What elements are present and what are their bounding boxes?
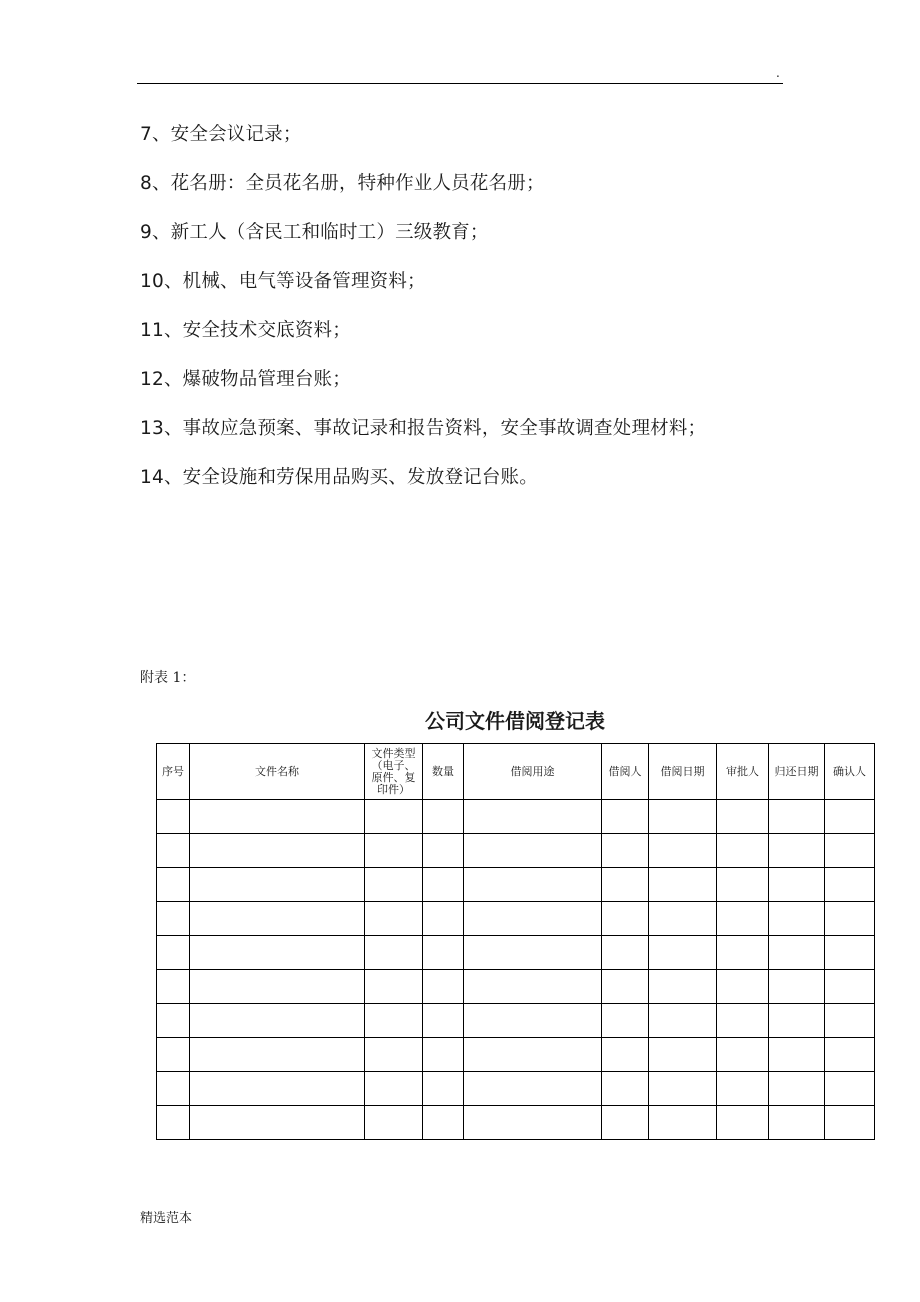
- table-cell[interactable]: [649, 1106, 717, 1140]
- table-cell[interactable]: [825, 936, 875, 970]
- table-cell[interactable]: [423, 902, 464, 936]
- header-dot: .: [776, 66, 780, 80]
- table-cell[interactable]: [365, 970, 423, 1004]
- table-cell[interactable]: [602, 1106, 649, 1140]
- table-cell[interactable]: [825, 800, 875, 834]
- table-cell[interactable]: [157, 868, 190, 902]
- table-cell[interactable]: [365, 868, 423, 902]
- table-cell[interactable]: [825, 970, 875, 1004]
- table-cell[interactable]: [157, 1106, 190, 1140]
- table-cell[interactable]: [649, 868, 717, 902]
- table-cell[interactable]: [464, 868, 602, 902]
- table-cell[interactable]: [423, 868, 464, 902]
- table-cell[interactable]: [157, 834, 190, 868]
- table-cell[interactable]: [190, 1038, 365, 1072]
- table-cell[interactable]: [157, 902, 190, 936]
- table-cell[interactable]: [464, 1106, 602, 1140]
- table-cell[interactable]: [769, 936, 825, 970]
- table-cell[interactable]: [769, 1038, 825, 1072]
- table-cell[interactable]: [365, 1004, 423, 1038]
- table-cell[interactable]: [464, 800, 602, 834]
- table-row: [157, 1038, 875, 1072]
- table-cell[interactable]: [769, 970, 825, 1004]
- table-cell[interactable]: [602, 902, 649, 936]
- table-row: [157, 970, 875, 1004]
- table-cell[interactable]: [769, 902, 825, 936]
- table-cell[interactable]: [717, 1072, 769, 1106]
- header-rule: [137, 83, 783, 84]
- table-header-row: [157, 744, 875, 800]
- table-cell[interactable]: [649, 834, 717, 868]
- borrow-register-table: [156, 743, 875, 1140]
- table-cell[interactable]: [365, 1038, 423, 1072]
- table-cell[interactable]: [423, 936, 464, 970]
- table-cell[interactable]: [190, 970, 365, 1004]
- list-item: 13、事故应急预案、事故记录和报告资料，安全事故调查处理材料；: [140, 418, 707, 439]
- table-row: [157, 1072, 875, 1106]
- table-row: [157, 868, 875, 902]
- table-cell[interactable]: [602, 868, 649, 902]
- table-cell[interactable]: [769, 834, 825, 868]
- header-cell-purpose: 借阅用途: [464, 744, 602, 800]
- table-cell[interactable]: [365, 936, 423, 970]
- table-cell[interactable]: [423, 1072, 464, 1106]
- table-cell[interactable]: [649, 800, 717, 834]
- table-cell[interactable]: [649, 902, 717, 936]
- list-item: 7、安全会议记录；: [140, 124, 302, 145]
- table-cell[interactable]: [769, 800, 825, 834]
- list-item: 8、花名册：全员花名册，特种作业人员花名册；: [140, 173, 545, 194]
- table-cell[interactable]: [157, 970, 190, 1004]
- table-cell[interactable]: [717, 936, 769, 970]
- list-item: 14、安全设施和劳保用品购买、发放登记台账。: [140, 467, 538, 488]
- table-cell[interactable]: [157, 1004, 190, 1038]
- table-cell[interactable]: [769, 1106, 825, 1140]
- appendix-label: 附表 1：: [140, 670, 196, 686]
- table-cell[interactable]: [717, 834, 769, 868]
- table-cell[interactable]: [157, 1038, 190, 1072]
- table-cell[interactable]: [649, 1072, 717, 1106]
- table-row: [157, 834, 875, 868]
- table-cell[interactable]: [190, 834, 365, 868]
- table-cell[interactable]: [157, 1072, 190, 1106]
- table-cell[interactable]: [464, 1004, 602, 1038]
- table-cell[interactable]: [365, 1106, 423, 1140]
- table-cell[interactable]: [825, 1072, 875, 1106]
- list-item: 11、安全技术交底资料；: [140, 320, 351, 341]
- table-cell[interactable]: [423, 800, 464, 834]
- table-row: [157, 902, 875, 936]
- header-cell-approver: 审批人: [717, 744, 769, 800]
- header-cell-confirmer: 确认人: [825, 744, 875, 800]
- header-cell-return-date: 归还日期: [769, 744, 825, 800]
- table-cell[interactable]: [649, 1038, 717, 1072]
- table-cell[interactable]: [423, 1106, 464, 1140]
- table-cell[interactable]: [602, 936, 649, 970]
- table-row: [157, 800, 875, 834]
- table-cell[interactable]: [365, 1072, 423, 1106]
- table-cell[interactable]: [157, 936, 190, 970]
- table-cell[interactable]: [190, 936, 365, 970]
- table-cell[interactable]: [602, 834, 649, 868]
- list-item: 9、新工人（含民工和临时工）三级教育；: [140, 222, 489, 243]
- table-cell[interactable]: [464, 1038, 602, 1072]
- table-cell[interactable]: [769, 1004, 825, 1038]
- table-cell[interactable]: [464, 1072, 602, 1106]
- header-cell-index: 序号: [157, 744, 190, 800]
- table-cell[interactable]: [825, 1038, 875, 1072]
- table-cell[interactable]: [717, 1004, 769, 1038]
- table-cell[interactable]: [190, 1004, 365, 1038]
- table-cell[interactable]: [464, 970, 602, 1004]
- table-cell[interactable]: [190, 1106, 365, 1140]
- table-row: [157, 936, 875, 970]
- table-cell[interactable]: [464, 902, 602, 936]
- table-cell[interactable]: [825, 868, 875, 902]
- table-cell[interactable]: [825, 902, 875, 936]
- table-cell[interactable]: [717, 970, 769, 1004]
- table-cell[interactable]: [717, 1038, 769, 1072]
- table-cell[interactable]: [649, 1004, 717, 1038]
- table-body: [157, 800, 875, 1140]
- table-cell[interactable]: [464, 834, 602, 868]
- table-cell[interactable]: [717, 868, 769, 902]
- table-cell[interactable]: [649, 970, 717, 1004]
- table-cell[interactable]: [190, 902, 365, 936]
- table-cell[interactable]: [423, 1038, 464, 1072]
- table-cell[interactable]: [365, 800, 423, 834]
- table-cell[interactable]: [825, 834, 875, 868]
- table-cell[interactable]: [602, 1038, 649, 1072]
- table-cell[interactable]: [365, 834, 423, 868]
- table-cell[interactable]: [825, 1106, 875, 1140]
- table-cell[interactable]: [769, 868, 825, 902]
- table-cell[interactable]: [602, 970, 649, 1004]
- table-cell[interactable]: [717, 1106, 769, 1140]
- requirements-list: [140, 118, 706, 510]
- header-cell-borrow-date: 借阅日期: [649, 744, 717, 800]
- table-cell[interactable]: [157, 800, 190, 834]
- table-cell[interactable]: [190, 1072, 365, 1106]
- table-row: [157, 1106, 875, 1140]
- header-cell-borrower: 借阅人: [602, 744, 649, 800]
- table-cell[interactable]: [649, 936, 717, 970]
- table-cell[interactable]: [602, 800, 649, 834]
- table-cell[interactable]: [717, 800, 769, 834]
- table-cell[interactable]: [602, 1072, 649, 1106]
- table-cell[interactable]: [423, 970, 464, 1004]
- table-cell[interactable]: [769, 1072, 825, 1106]
- list-item: 12、爆破物品管理台账；: [140, 369, 351, 390]
- footer-text: 精选范本: [140, 1211, 193, 1226]
- table-row: [157, 1004, 875, 1038]
- table-title: 公司文件借阅登记表: [425, 709, 605, 733]
- table-cell[interactable]: [423, 834, 464, 868]
- table-cell[interactable]: [190, 868, 365, 902]
- table-cell[interactable]: [365, 902, 423, 936]
- header-cell-file-name: 文件名称: [190, 744, 365, 800]
- table-cell[interactable]: [602, 1004, 649, 1038]
- table-cell[interactable]: [190, 800, 365, 834]
- table-cell[interactable]: [825, 1004, 875, 1038]
- list-item: 10、机械、电气等设备管理资料；: [140, 271, 426, 292]
- table-cell[interactable]: [464, 936, 602, 970]
- table-cell[interactable]: [717, 902, 769, 936]
- header-cell-quantity: 数量: [423, 744, 464, 800]
- header-cell-file-type: 文件类型（电子、原件、复印件）: [365, 744, 423, 800]
- table-cell[interactable]: [423, 1004, 464, 1038]
